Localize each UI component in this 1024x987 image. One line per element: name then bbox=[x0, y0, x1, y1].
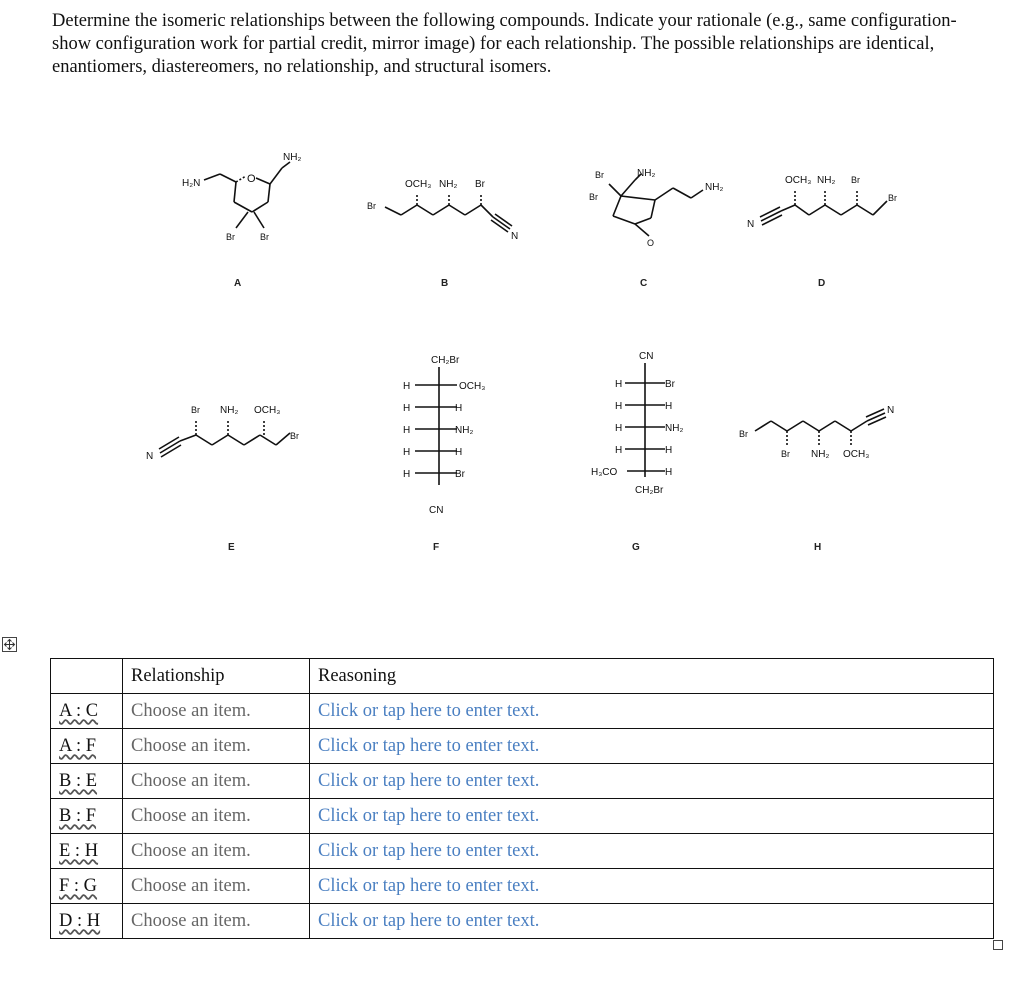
relationships-table bbox=[50, 658, 994, 939]
fischer-bottom: CH₂Br bbox=[635, 485, 664, 496]
atom-label: Br bbox=[367, 201, 376, 211]
atom-label: N bbox=[511, 231, 519, 242]
atom-label: NH₂ bbox=[665, 423, 684, 434]
instructions: Determine the isomeric relationships between the following compounds. Indicate your rationale (e.g., same configuration- show configuration work for partial credit, mirror image) for each relationship. The possible relationships are identical, enantiomers, diastereomers, no relationship, and structural isomers. bbox=[52, 11, 957, 77]
atom-label: Br bbox=[781, 449, 790, 459]
atom-label: H bbox=[615, 401, 623, 412]
pair-label: A : C bbox=[59, 700, 99, 721]
atom-label: OCH₃ bbox=[459, 381, 486, 392]
compound-label-e: E bbox=[228, 542, 235, 553]
atom-label: H bbox=[455, 447, 463, 458]
atom-label: N bbox=[887, 405, 895, 416]
atom-label: H₂N bbox=[182, 178, 201, 189]
atom-label: N bbox=[146, 451, 154, 462]
atom-label: NH₂ bbox=[220, 405, 239, 416]
pair-label: B : E bbox=[59, 770, 98, 791]
table-row bbox=[51, 694, 994, 729]
atom-label: NH₂ bbox=[811, 449, 830, 460]
atom-label: Br bbox=[226, 232, 235, 242]
header-reasoning: Reasoning bbox=[310, 659, 994, 694]
atom-label: O bbox=[647, 238, 655, 248]
header-relationship: Relationship bbox=[123, 659, 310, 694]
reasoning-input[interactable]: Click or tap here to enter text. bbox=[318, 910, 540, 931]
pair-label: B : F bbox=[59, 805, 97, 826]
atom-label: H bbox=[403, 381, 411, 392]
atom-label: H bbox=[615, 445, 623, 456]
atom-label: H₃CO bbox=[591, 467, 618, 478]
pair-label: F : G bbox=[59, 875, 98, 896]
reasoning-input[interactable]: Click or tap here to enter text. bbox=[318, 770, 540, 791]
compound-g bbox=[585, 345, 695, 525]
table-row bbox=[51, 729, 994, 764]
compound-label-b: B bbox=[441, 278, 449, 289]
relationship-dropdown[interactable]: Choose an item. bbox=[131, 735, 251, 756]
reasoning-input[interactable]: Click or tap here to enter text. bbox=[318, 875, 540, 896]
compound-a bbox=[170, 140, 310, 255]
atom-label: NH₂ bbox=[455, 425, 474, 436]
atom-label: Br bbox=[589, 192, 598, 202]
fischer-bottom: CN bbox=[429, 505, 444, 516]
atom-label: H bbox=[455, 403, 463, 414]
reasoning-input[interactable]: Click or tap here to enter text. bbox=[318, 700, 540, 721]
atom-label: H bbox=[403, 425, 411, 436]
atom-label: H bbox=[665, 401, 673, 412]
atom-label: NH₂ bbox=[637, 168, 656, 179]
compound-label-f: F bbox=[433, 542, 440, 553]
atom-label: Br bbox=[290, 431, 299, 441]
table-row bbox=[51, 764, 994, 799]
atom-label: H bbox=[403, 447, 411, 458]
atom-label: Br bbox=[595, 170, 604, 180]
header-cell bbox=[51, 659, 123, 694]
atom-label: H bbox=[665, 467, 673, 478]
compound-e bbox=[140, 395, 320, 480]
compound-label-h: H bbox=[814, 542, 822, 553]
compound-label-c: C bbox=[640, 278, 648, 289]
atom-label: Br bbox=[739, 429, 748, 439]
compound-d bbox=[745, 165, 915, 250]
pair-label: A : F bbox=[59, 735, 97, 756]
compound-b bbox=[365, 165, 535, 250]
compound-label-d: D bbox=[818, 278, 826, 289]
atom-label: OCH₃ bbox=[254, 405, 281, 416]
pair-label: D : H bbox=[59, 910, 101, 931]
table-row bbox=[51, 834, 994, 869]
table-row bbox=[51, 869, 994, 904]
table-row bbox=[51, 799, 994, 834]
atom-label: O bbox=[247, 173, 256, 185]
atom-label: Br bbox=[888, 193, 897, 203]
atom-label: NH₂ bbox=[817, 175, 836, 186]
atom-label: H bbox=[615, 423, 623, 434]
reasoning-input[interactable]: Click or tap here to enter text. bbox=[318, 735, 540, 756]
compound-label-g: G bbox=[632, 542, 640, 553]
atom-label: NH₂ bbox=[705, 182, 724, 193]
relationship-dropdown[interactable]: Choose an item. bbox=[131, 770, 251, 791]
compound-label-a: A bbox=[234, 278, 242, 289]
pair-label: E : H bbox=[59, 840, 99, 861]
atom-label: Br bbox=[475, 179, 485, 190]
atom-label: Br bbox=[191, 405, 200, 415]
fischer-top: CH₂Br bbox=[431, 355, 460, 366]
relationship-dropdown[interactable]: Choose an item. bbox=[131, 805, 251, 826]
resize-icon[interactable] bbox=[993, 940, 1003, 950]
atom-label: OCH₃ bbox=[785, 175, 812, 186]
fischer-top: CN bbox=[639, 351, 654, 362]
atom-label: H bbox=[403, 403, 411, 414]
table-header-row bbox=[51, 659, 994, 694]
atom-label: NH₂ bbox=[439, 179, 458, 190]
relationship-dropdown[interactable]: Choose an item. bbox=[131, 840, 251, 861]
atom-label: Br bbox=[455, 469, 465, 480]
relationship-dropdown[interactable]: Choose an item. bbox=[131, 875, 251, 896]
relationship-dropdown[interactable]: Choose an item. bbox=[131, 700, 251, 721]
atom-label: H bbox=[615, 379, 623, 390]
reasoning-input[interactable]: Click or tap here to enter text. bbox=[318, 805, 540, 826]
reasoning-input[interactable]: Click or tap here to enter text. bbox=[318, 840, 540, 861]
atom-label: Br bbox=[665, 379, 675, 390]
atom-label: OCH₃ bbox=[405, 179, 432, 190]
move-icon[interactable] bbox=[2, 637, 17, 652]
table-row bbox=[51, 904, 994, 939]
compound-c bbox=[585, 160, 745, 255]
atom-label: H bbox=[665, 445, 673, 456]
compound-h bbox=[735, 395, 905, 480]
relationship-dropdown[interactable]: Choose an item. bbox=[131, 910, 251, 931]
atom-label: Br bbox=[851, 175, 860, 185]
atom-label: NH₂ bbox=[283, 152, 302, 163]
atom-label: H bbox=[403, 469, 411, 480]
atom-label: N bbox=[747, 219, 755, 230]
atom-label: OCH₃ bbox=[843, 449, 870, 460]
move-arrows-icon bbox=[3, 638, 16, 651]
compound-f bbox=[395, 345, 505, 525]
atom-label: Br bbox=[260, 232, 269, 242]
